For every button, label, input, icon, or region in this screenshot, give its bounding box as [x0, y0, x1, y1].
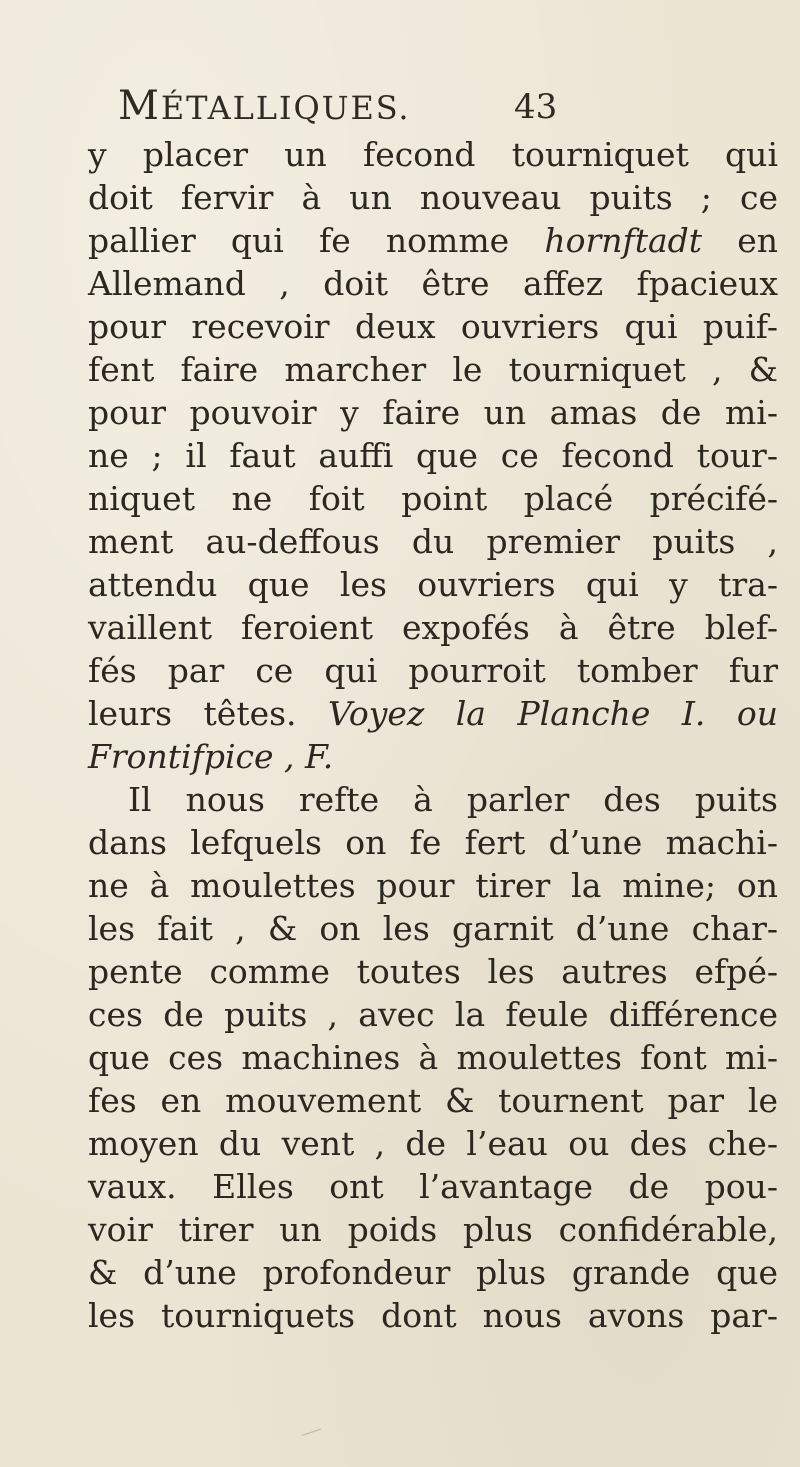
text-fragment: pallier qui fe nomme	[88, 221, 510, 260]
text-line: dans lefquels on fe fert d’une machi-	[88, 823, 778, 862]
text-line: vaux. Elles ont l’avantage de pou-	[88, 1167, 778, 1206]
text-line: niquet ne foit point placé précifé-	[88, 479, 778, 518]
text-line: voir tirer un poids plus confidérable,	[88, 1210, 778, 1249]
running-title-initial: M	[118, 83, 161, 129]
text-line: & d’une profondeur plus grande que	[88, 1253, 778, 1292]
text-line: les fait , & on les garnit d’une char-	[88, 909, 778, 948]
text-line: moyen du vent , de l’eau ou des che-	[88, 1124, 778, 1163]
running-title: ÉTALLIQUES.	[160, 89, 411, 127]
body-text	[88, 133, 778, 1337]
text-line: ces de puits , avec la feule différence	[88, 995, 778, 1034]
text-line: attendu que les ouvriers qui y tra-	[88, 565, 778, 604]
text-line: ne ; il faut auffi que ce fecond tour-	[88, 436, 778, 475]
text-line: pente comme toutes les autres efpé-	[88, 952, 778, 991]
text-line-reference-end: Frontifpice , F.	[88, 737, 334, 776]
page-number: 43	[514, 87, 558, 127]
text-line: pour pouvoir y faire un amas de mi-	[88, 393, 778, 432]
text-line: fes en mouvement & tournent par le	[88, 1081, 778, 1120]
text-line: fent faire marcher le tourniquet , &	[88, 350, 778, 389]
text-line: fés par ce qui pourroit tomber fur	[88, 651, 778, 690]
text-line: doit fervir à un nouveau puits ; ce	[88, 178, 778, 217]
text-line: vaillent feroient expofés à être blef-	[88, 608, 778, 647]
text-line: Allemand , doit être affez fpacieux	[88, 264, 778, 303]
plate-reference: Voyez la Planche I. ou	[328, 694, 779, 733]
text-line: ne à moulettes pour tirer la mine; on	[88, 866, 778, 905]
text-fragment: en	[737, 221, 778, 260]
paper-mark	[299, 1421, 321, 1436]
text-line: que ces machines à moulettes font mi-	[88, 1038, 778, 1077]
running-header	[118, 83, 578, 133]
text-line-with-reference	[88, 692, 778, 735]
italic-term: hornftadt	[544, 221, 703, 260]
text-line: pour recevoir deux ouvriers qui puif-	[88, 307, 778, 346]
text-line-with-italic	[88, 219, 778, 262]
text-fragment: leurs têtes.	[88, 694, 297, 733]
text-line: les tourniquets dont nous avons par-	[88, 1296, 778, 1335]
text-line: ment au-deffous du premier puits ,	[88, 522, 778, 561]
paragraph-start-line: Il nous refte à parler des puits	[128, 780, 778, 819]
text-line: y placer un fecond tourniquet qui	[88, 135, 778, 174]
